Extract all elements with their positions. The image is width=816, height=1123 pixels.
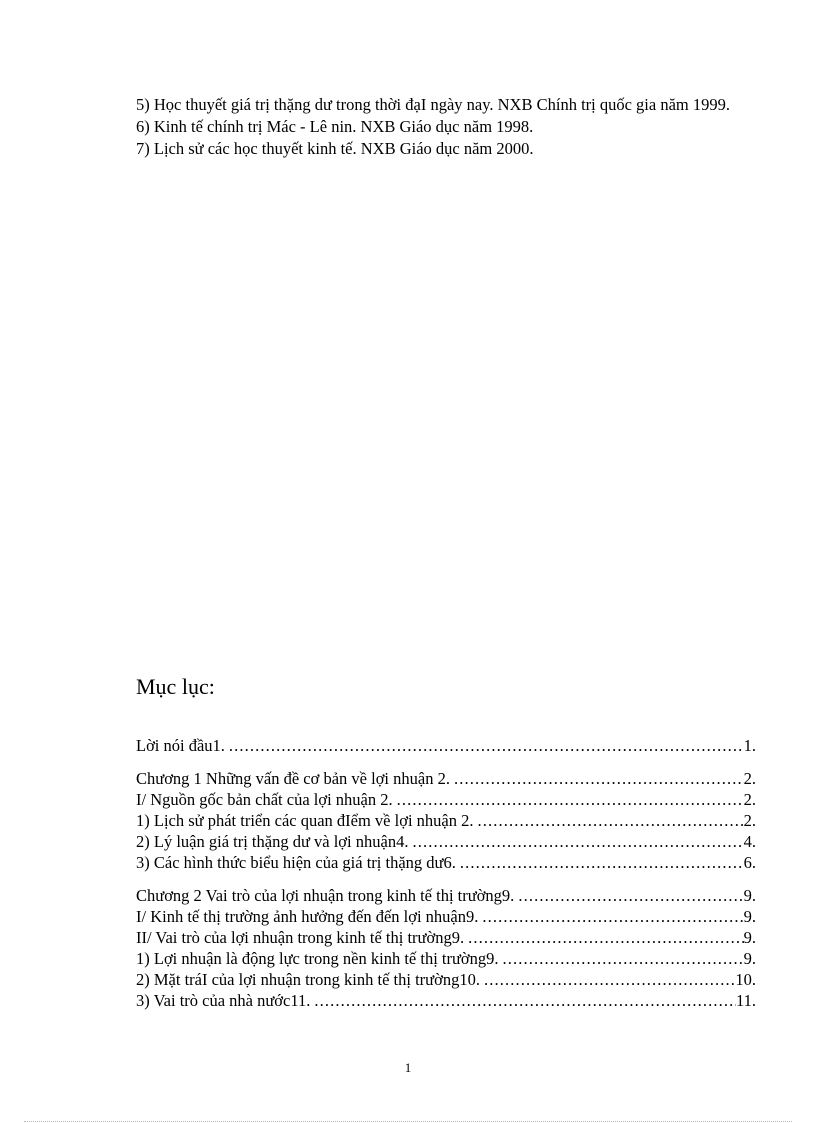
reference-item: 7) Lịch sử các học thuyết kinh tế. NXB Giáo dục năm 2000. (136, 139, 534, 158)
toc-group-chapter-2 (136, 885, 756, 1011)
toc-dot-leader (478, 906, 743, 927)
toc-entry-text: I/ Kinh tế thị trường ảnh hưởng đến đến lợi nhuận9. (136, 907, 479, 926)
toc-entry-text: 3) Các hình thức biểu hiện của giá trị thặng dư6. (136, 853, 456, 872)
toc-entry[interactable] (136, 969, 756, 990)
toc-entry[interactable] (136, 906, 756, 927)
toc-entry-text: 2) Lý luận giá trị thặng dư và lợi nhuận4. (136, 832, 409, 851)
toc-entry[interactable] (136, 885, 756, 906)
toc-dot-leader (473, 810, 743, 831)
toc-entry-page: 11. (735, 991, 756, 1010)
reference-item: 6) Kinh tế chính trị Mác - Lê nin. NXB Giáo dục năm 1998. (136, 117, 534, 136)
toc-entry-page: 2. (743, 790, 756, 809)
toc-entry-text: 1) Lịch sử phát triển các quan đIểm về lợi nhuận 2. (136, 811, 474, 830)
toc-entry-text: 3) Vai trò của nhà nước11. (136, 991, 311, 1010)
toc-group-intro (136, 735, 756, 756)
toc-dot-leader (310, 990, 736, 1011)
toc-entry[interactable] (136, 927, 756, 948)
toc-dot-leader (225, 735, 744, 756)
toc-entry[interactable] (136, 852, 756, 873)
toc-entry[interactable] (136, 810, 756, 831)
toc-entry-page: 10. (735, 970, 756, 989)
table-of-contents (136, 735, 756, 1023)
toc-dot-leader (464, 927, 744, 948)
toc-entry-page: 9. (743, 907, 756, 926)
toc-entry-page: 4. (743, 832, 756, 851)
toc-entry-text: Chương 1 Những vấn đề cơ bản về lợi nhuận 2. (136, 769, 450, 788)
toc-entry[interactable] (136, 789, 756, 810)
toc-entry-text: 2) Mặt tráI của lợi nhuận trong kinh tế thị trường10. (136, 970, 480, 989)
toc-dot-leader (514, 885, 743, 906)
toc-dot-leader (393, 789, 744, 810)
toc-entry-page: 6. (743, 853, 756, 872)
toc-entry[interactable] (136, 768, 756, 789)
toc-entry-text: I/ Nguồn gốc bản chất của lợi nhuận 2. (136, 790, 393, 809)
toc-entry[interactable] (136, 735, 756, 756)
references-list (136, 94, 756, 160)
toc-entry-page: 1. (743, 736, 756, 755)
toc-title: Mục lục: (136, 674, 215, 699)
toc-dot-leader (408, 831, 743, 852)
toc-entry-page: 2. (743, 769, 756, 788)
toc-entry-text: Lời nói đầu1. (136, 736, 225, 755)
toc-entry[interactable] (136, 831, 756, 852)
toc-dot-leader (456, 852, 744, 873)
page-bottom-divider (24, 1121, 792, 1122)
toc-entry[interactable] (136, 948, 756, 969)
page-number: 1 (404, 1060, 412, 1075)
toc-entry-page: 9. (743, 886, 756, 905)
toc-entry[interactable] (136, 990, 756, 1011)
reference-item: 5) Học thuyết giá trị thặng dư trong thời đạI ngày nay. NXB Chính trị quốc gia năm 1999. (136, 95, 730, 114)
toc-dot-leader (450, 768, 744, 789)
toc-entry-page: 9. (743, 949, 756, 968)
toc-entry-text: 1) Lợi nhuận là động lực trong nền kinh tế thị trường9. (136, 949, 499, 968)
toc-group-chapter-1 (136, 768, 756, 873)
toc-dot-leader (499, 948, 744, 969)
toc-entry-page: 9. (743, 928, 756, 947)
toc-entry-text: II/ Vai trò của lợi nhuận trong kinh tế thị trường9. (136, 928, 465, 947)
toc-entry-page: 2. (743, 811, 756, 830)
toc-dot-leader (480, 969, 735, 990)
toc-entry-text: Chương 2 Vai trò của lợi nhuận trong kinh tế thị trường9. (136, 886, 515, 905)
